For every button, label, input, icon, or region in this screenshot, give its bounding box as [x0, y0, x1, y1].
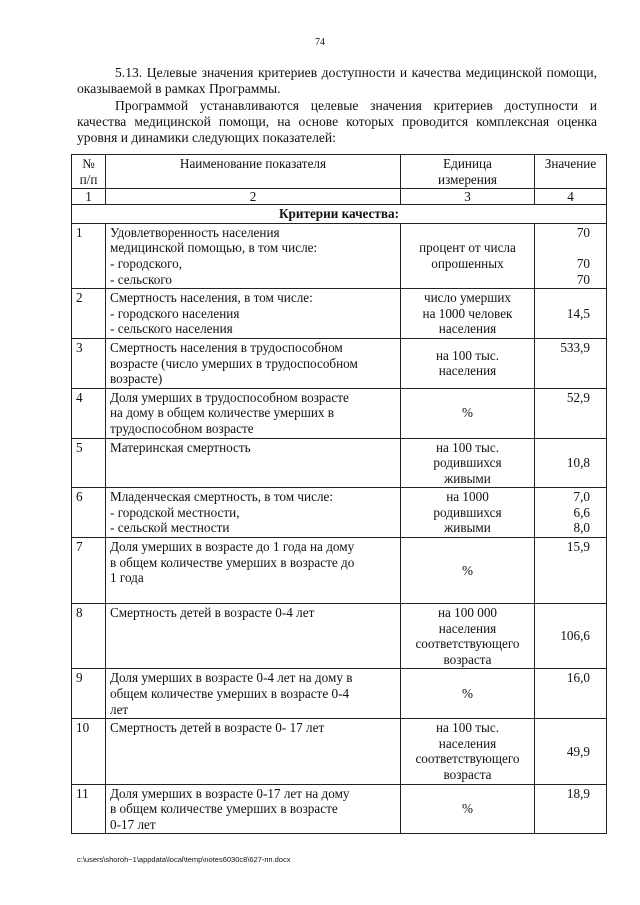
indicator-value [535, 438, 607, 488]
indicator-name-line: возрасте) [110, 371, 163, 387]
indicator-name [106, 289, 401, 339]
unit-line: % [462, 405, 473, 421]
unit-line: населения [438, 321, 497, 337]
indicator-value [535, 538, 607, 604]
column-number-row [72, 189, 607, 205]
indicator-name [106, 488, 401, 538]
column-number: 4 [535, 189, 607, 205]
intro-paragraph-2: Программой устанавливаются целевые значения критериев доступности и качества медицинской помощи, на основе которых проводится комплексная оценка уровня и динамики следующих показателей: [77, 98, 597, 145]
value-line: 49,9 [566, 743, 590, 759]
intro-paragraph-1: 5.13. Целевые значения критериев доступности и качества медицинской помощи, оказываемой в рамках Программы. [77, 65, 597, 96]
value-line: 8,0 [573, 520, 590, 536]
table-row [72, 338, 607, 388]
value-line: 533,9 [560, 339, 590, 355]
row-number: 7 [72, 538, 106, 604]
indicator-name-line: Смертность детей в возрасте 0- 17 лет [110, 720, 325, 736]
unit-of-measure [401, 538, 535, 604]
unit-line: на 1000 человек [422, 305, 513, 321]
unit-line: на 100 тыс. [435, 439, 500, 455]
unit-line: населения [438, 363, 497, 379]
indicator-name-line: возрасте (число умерших в трудоспособном [110, 355, 358, 371]
indicator-value [535, 289, 607, 339]
indicator-name-line: - городского, [110, 255, 183, 271]
indicator-name-line: в общем количестве умерших в возрасте [110, 801, 338, 817]
unit-line: родившихся [433, 455, 502, 471]
value-line: 106,6 [560, 628, 590, 644]
indicator-name-line: Доля умерших в трудоспособном возрасте [110, 389, 349, 405]
unit-line: опрошенных [431, 255, 504, 271]
unit-line: число умерших [423, 290, 512, 306]
value-line: 70 [576, 255, 590, 271]
indicator-name [106, 438, 401, 488]
unit-line: живыми [444, 470, 491, 486]
unit-line: % [462, 562, 473, 578]
unit-line: возраста [443, 651, 492, 667]
unit-of-measure [401, 719, 535, 784]
unit-line: на 1000 [446, 489, 489, 505]
row-number: 5 [72, 438, 106, 488]
unit-line: населения [438, 620, 497, 636]
section-row [72, 205, 607, 224]
file-path-footer: c:\users\shoroh~1\appdata\local\temp\notes6030c8\627-пп.docx [77, 855, 291, 864]
table-row [72, 538, 607, 604]
table-row [72, 669, 607, 719]
indicator-name [106, 784, 401, 834]
indicator-name [106, 719, 401, 784]
unit-line: возраста [443, 767, 492, 782]
table-row [72, 784, 607, 834]
indicator-name-line: Смертность населения в трудоспособном [110, 339, 343, 355]
row-number: 2 [72, 289, 106, 339]
table-row [72, 289, 607, 339]
table-header-row [72, 155, 607, 189]
indicator-name [106, 538, 401, 604]
indicator-name-line: Смертность населения, в том числе: [110, 290, 313, 306]
indicator-name [106, 604, 401, 669]
value-line: 16,0 [566, 670, 590, 686]
value-line: 6,6 [573, 504, 590, 520]
table-row [72, 719, 607, 784]
table-row [72, 388, 607, 438]
column-number: 1 [72, 189, 106, 205]
value-line: 70 [576, 271, 590, 287]
table-body [72, 223, 607, 834]
indicator-name [106, 388, 401, 438]
indicator-name-line: Доля умерших в возрасте до 1 года на дому [110, 539, 355, 555]
indicator-name-line: Доля умерших в возрасте 0-4 лет на дому в [110, 670, 353, 686]
header-name: Наименование показателя [106, 155, 401, 189]
page-number: 74 [315, 37, 325, 48]
value-line: 10,8 [566, 455, 590, 471]
indicator-name-line: в общем количестве умерших в возрасте до [110, 554, 355, 570]
unit-of-measure [401, 604, 535, 669]
unit-of-measure [401, 438, 535, 488]
indicator-name [106, 338, 401, 388]
row-number: 6 [72, 488, 106, 538]
column-number: 3 [401, 189, 535, 205]
value-line: 15,9 [566, 539, 590, 555]
unit-of-measure [401, 784, 535, 834]
header-value: Значение [535, 155, 607, 189]
indicator-name-line: - сельской местности [110, 520, 230, 536]
table-row [72, 438, 607, 488]
indicator-value [535, 223, 607, 288]
unit-line: живыми [444, 520, 491, 536]
indicator-name-line: Доля умерших в возрасте 0-17 лет на дому [110, 785, 350, 801]
indicator-name [106, 669, 401, 719]
indicator-value [535, 388, 607, 438]
indicator-name-line: - городского населения [110, 305, 240, 321]
indicator-value [535, 488, 607, 538]
indicator-name-line: 0-17 лет [110, 816, 156, 832]
indicator-name-line: Смертность детей в возрасте 0-4 лет [110, 605, 315, 621]
table-row [72, 604, 607, 669]
unit-line: родившихся [433, 504, 502, 520]
section-title: Критерии качества: [72, 205, 607, 224]
indicator-name-line: - городской местности, [110, 504, 240, 520]
indicator-name-line: - сельского населения [110, 321, 233, 337]
indicator-value [535, 604, 607, 669]
indicator-value [535, 784, 607, 834]
unit-of-measure [401, 289, 535, 339]
indicator-name-line: лет [110, 701, 129, 717]
row-number: 4 [72, 388, 106, 438]
row-number: 9 [72, 669, 106, 719]
indicator-name-line: Удовлетворенность населения [110, 224, 280, 240]
indicator-name-line: трудоспособном возрасте [110, 420, 254, 436]
table-row [72, 488, 607, 538]
unit-line: соответствующего [415, 751, 520, 767]
row-number: 11 [72, 784, 106, 834]
header-unit: Единица измерения [401, 155, 535, 189]
unit-of-measure [401, 223, 535, 288]
row-number: 1 [72, 223, 106, 288]
unit-line: соответствующего [415, 636, 520, 652]
column-number: 2 [106, 189, 401, 205]
value-line: 52,9 [566, 389, 590, 405]
unit-line: на 100 тыс. [435, 347, 500, 363]
unit-of-measure [401, 669, 535, 719]
indicator-name-line: медицинской помощью, в том числе: [110, 240, 318, 256]
indicator-name-line: Младенческая смертность, в том числе: [110, 489, 334, 505]
value-line: 18,9 [566, 785, 590, 801]
unit-of-measure [401, 338, 535, 388]
value-line: 7,0 [573, 489, 590, 505]
indicator-name-line: на дому в общем количестве умерших в [110, 405, 335, 421]
criteria-table [71, 154, 607, 834]
indicator-name-line: Материнская смертность [110, 439, 251, 455]
indicator-value [535, 719, 607, 784]
value-line [539, 240, 590, 256]
header-no: № п/п [72, 155, 106, 189]
indicator-name-line: 1 года [110, 570, 144, 586]
indicator-name [106, 223, 401, 288]
indicator-value [535, 669, 607, 719]
unit-line: процент от числа [419, 240, 516, 256]
table-row [72, 223, 607, 288]
unit-line: на 100 тыс. [435, 720, 500, 736]
value-line: 70 [576, 224, 590, 240]
row-number: 8 [72, 604, 106, 669]
value-line: 14,5 [566, 305, 590, 321]
unit-of-measure [401, 388, 535, 438]
row-number: 3 [72, 338, 106, 388]
row-number: 10 [72, 719, 106, 784]
unit-line: на 100 000 [437, 605, 498, 621]
indicator-name-line: общем количестве умерших в возрасте 0-4 [110, 686, 350, 702]
unit-of-measure [401, 488, 535, 538]
unit-line: % [462, 801, 473, 817]
indicator-value [535, 338, 607, 388]
indicator-name-line: - сельского [110, 271, 173, 287]
unit-line: населения [438, 735, 497, 751]
unit-line: % [462, 686, 473, 702]
